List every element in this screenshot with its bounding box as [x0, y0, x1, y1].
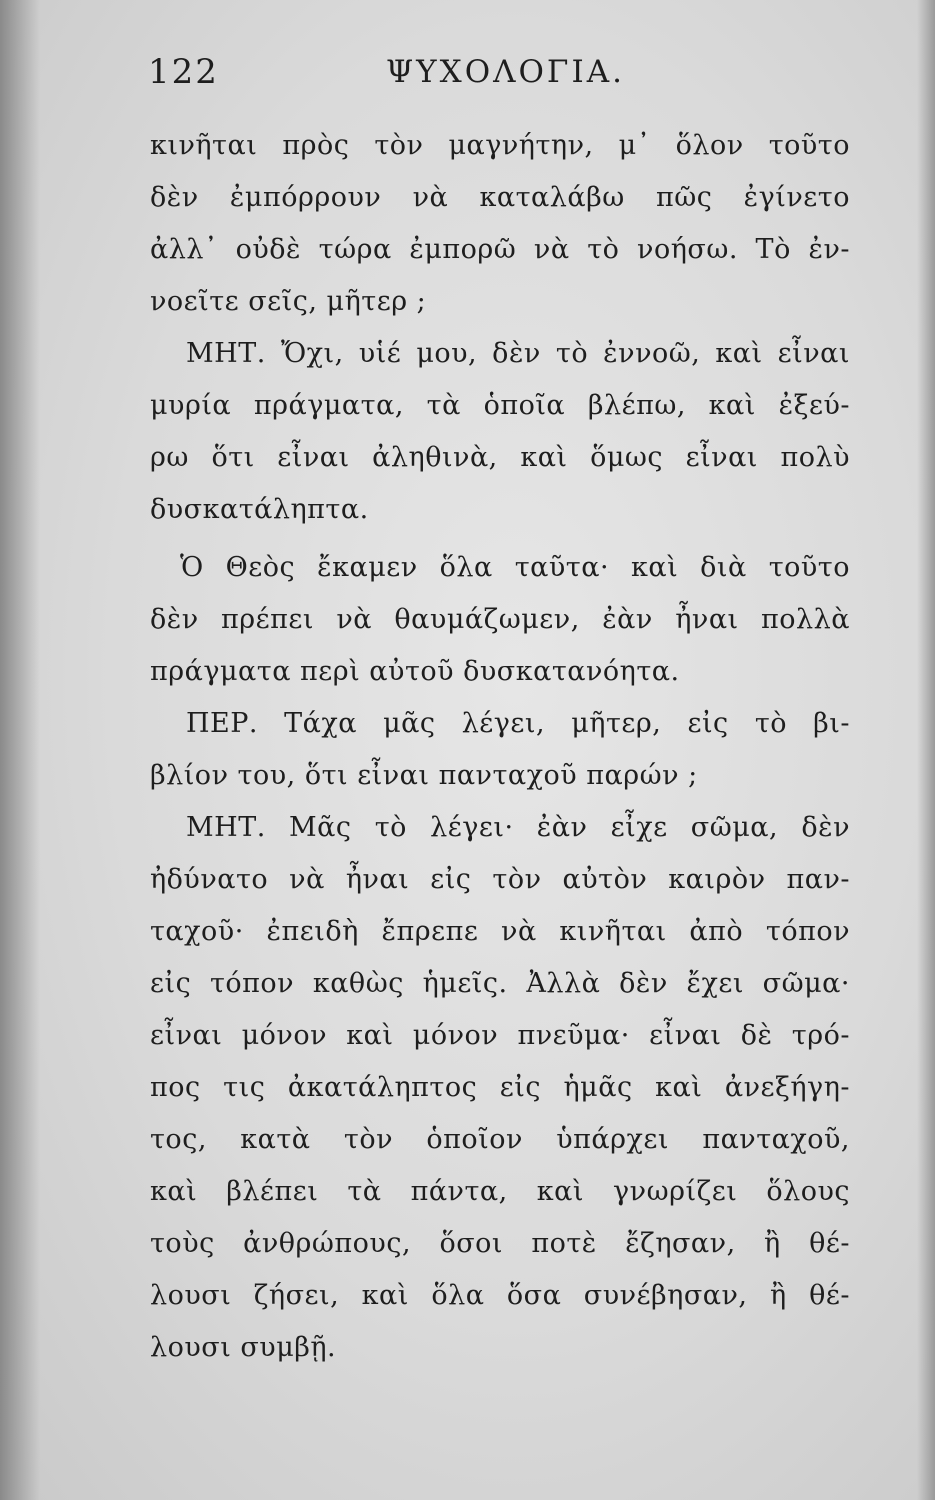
text-line: βλίον του, ὅτι εἶναι πανταχοῦ παρών ;	[150, 760, 698, 791]
text-line: δὲν ἐμπόρρουν νὰ καταλάβω πῶς ἐγίνετο	[150, 182, 850, 213]
page-header	[148, 52, 838, 102]
page-number: 122	[148, 52, 219, 92]
text-line: ΜΗΤ. Ὄχι, υἱέ μου, δὲν τὸ ἐννοῶ, καὶ εἶναι	[186, 338, 850, 369]
text-line: δυσκατάληπτα.	[150, 494, 369, 525]
text-line: ΜΗΤ. Μᾶς τὸ λέγει· ἐὰν εἶχε σῶμα, δὲν	[186, 812, 850, 843]
running-title: ΨΥΧΟΛΟΓΙΑ.	[386, 54, 625, 90]
text-line: λουσι συμβῇ.	[150, 1332, 337, 1363]
text-line: δὲν πρέπει νὰ θαυμάζωμεν, ἐὰν ἦναι πολλὰ	[150, 604, 850, 635]
text-line: Ὁ Θεὸς ἔκαμεν ὅλα ταῦτα· καὶ διὰ τοῦτο	[180, 552, 850, 583]
text-line: τοὺς ἀνθρώπους, ὅσοι ποτὲ ἔζησαν, ἢ θέ-	[150, 1228, 850, 1259]
text-line: εἶναι μόνον καὶ μόνον πνεῦμα· εἶναι δὲ τρό-	[150, 1020, 850, 1051]
text-line: ἀλλ᾽ οὐδὲ τώρα ἐμπορῶ νὰ τὸ νοήσω. Τὸ ἐν-	[150, 234, 850, 265]
page-body	[150, 120, 850, 1374]
text-line: πος τις ἀκατάληπτος εἰς ἡμᾶς καὶ ἀνεξήγη-	[150, 1072, 850, 1103]
text-line: ταχοῦ· ἐπειδὴ ἔπρεπε νὰ κινῆται ἀπὸ τόπον	[150, 916, 850, 947]
text-line: ρω ὅτι εἶναι ἀληθινὰ, καὶ ὅμως εἶναι πολὺ	[150, 442, 850, 473]
text-line: εἰς τόπον καθὼς ἡμεῖς. Ἀλλὰ δὲν ἔχει σῶμα·	[150, 968, 850, 999]
text-line: καὶ βλέπει τὰ πάντα, καὶ γνωρίζει ὅλους	[150, 1176, 850, 1207]
text-line: τος, κατὰ τὸν ὁποῖον ὑπάρχει πανταχοῦ,	[150, 1124, 850, 1155]
text-line: ΠΕΡ. Τάχα μᾶς λέγει, μῆτερ, εἰς τὸ βι-	[186, 708, 850, 739]
text-line: μυρία πράγματα, τὰ ὁποῖα βλέπω, καὶ ἐξεύ-	[150, 390, 850, 421]
text-line: νοεῖτε σεῖς, μῆτερ ;	[150, 286, 427, 317]
text-line: κινῆται πρὸς τὸν μαγνήτην, μ᾽ ὅλον τοῦτο	[150, 130, 850, 161]
text-line: ἠδύνατο νὰ ἦναι εἰς τὸν αὐτὸν καιρὸν παν-	[150, 864, 850, 895]
binding-shadow	[0, 0, 40, 1500]
page-edge-shadow	[917, 0, 935, 1500]
text-line: πράγματα περὶ αὐτοῦ δυσκατανόητα.	[150, 656, 680, 687]
text-line: λουσι ζήσει, καὶ ὅλα ὅσα συνέβησαν, ἢ θέ-	[150, 1280, 850, 1311]
